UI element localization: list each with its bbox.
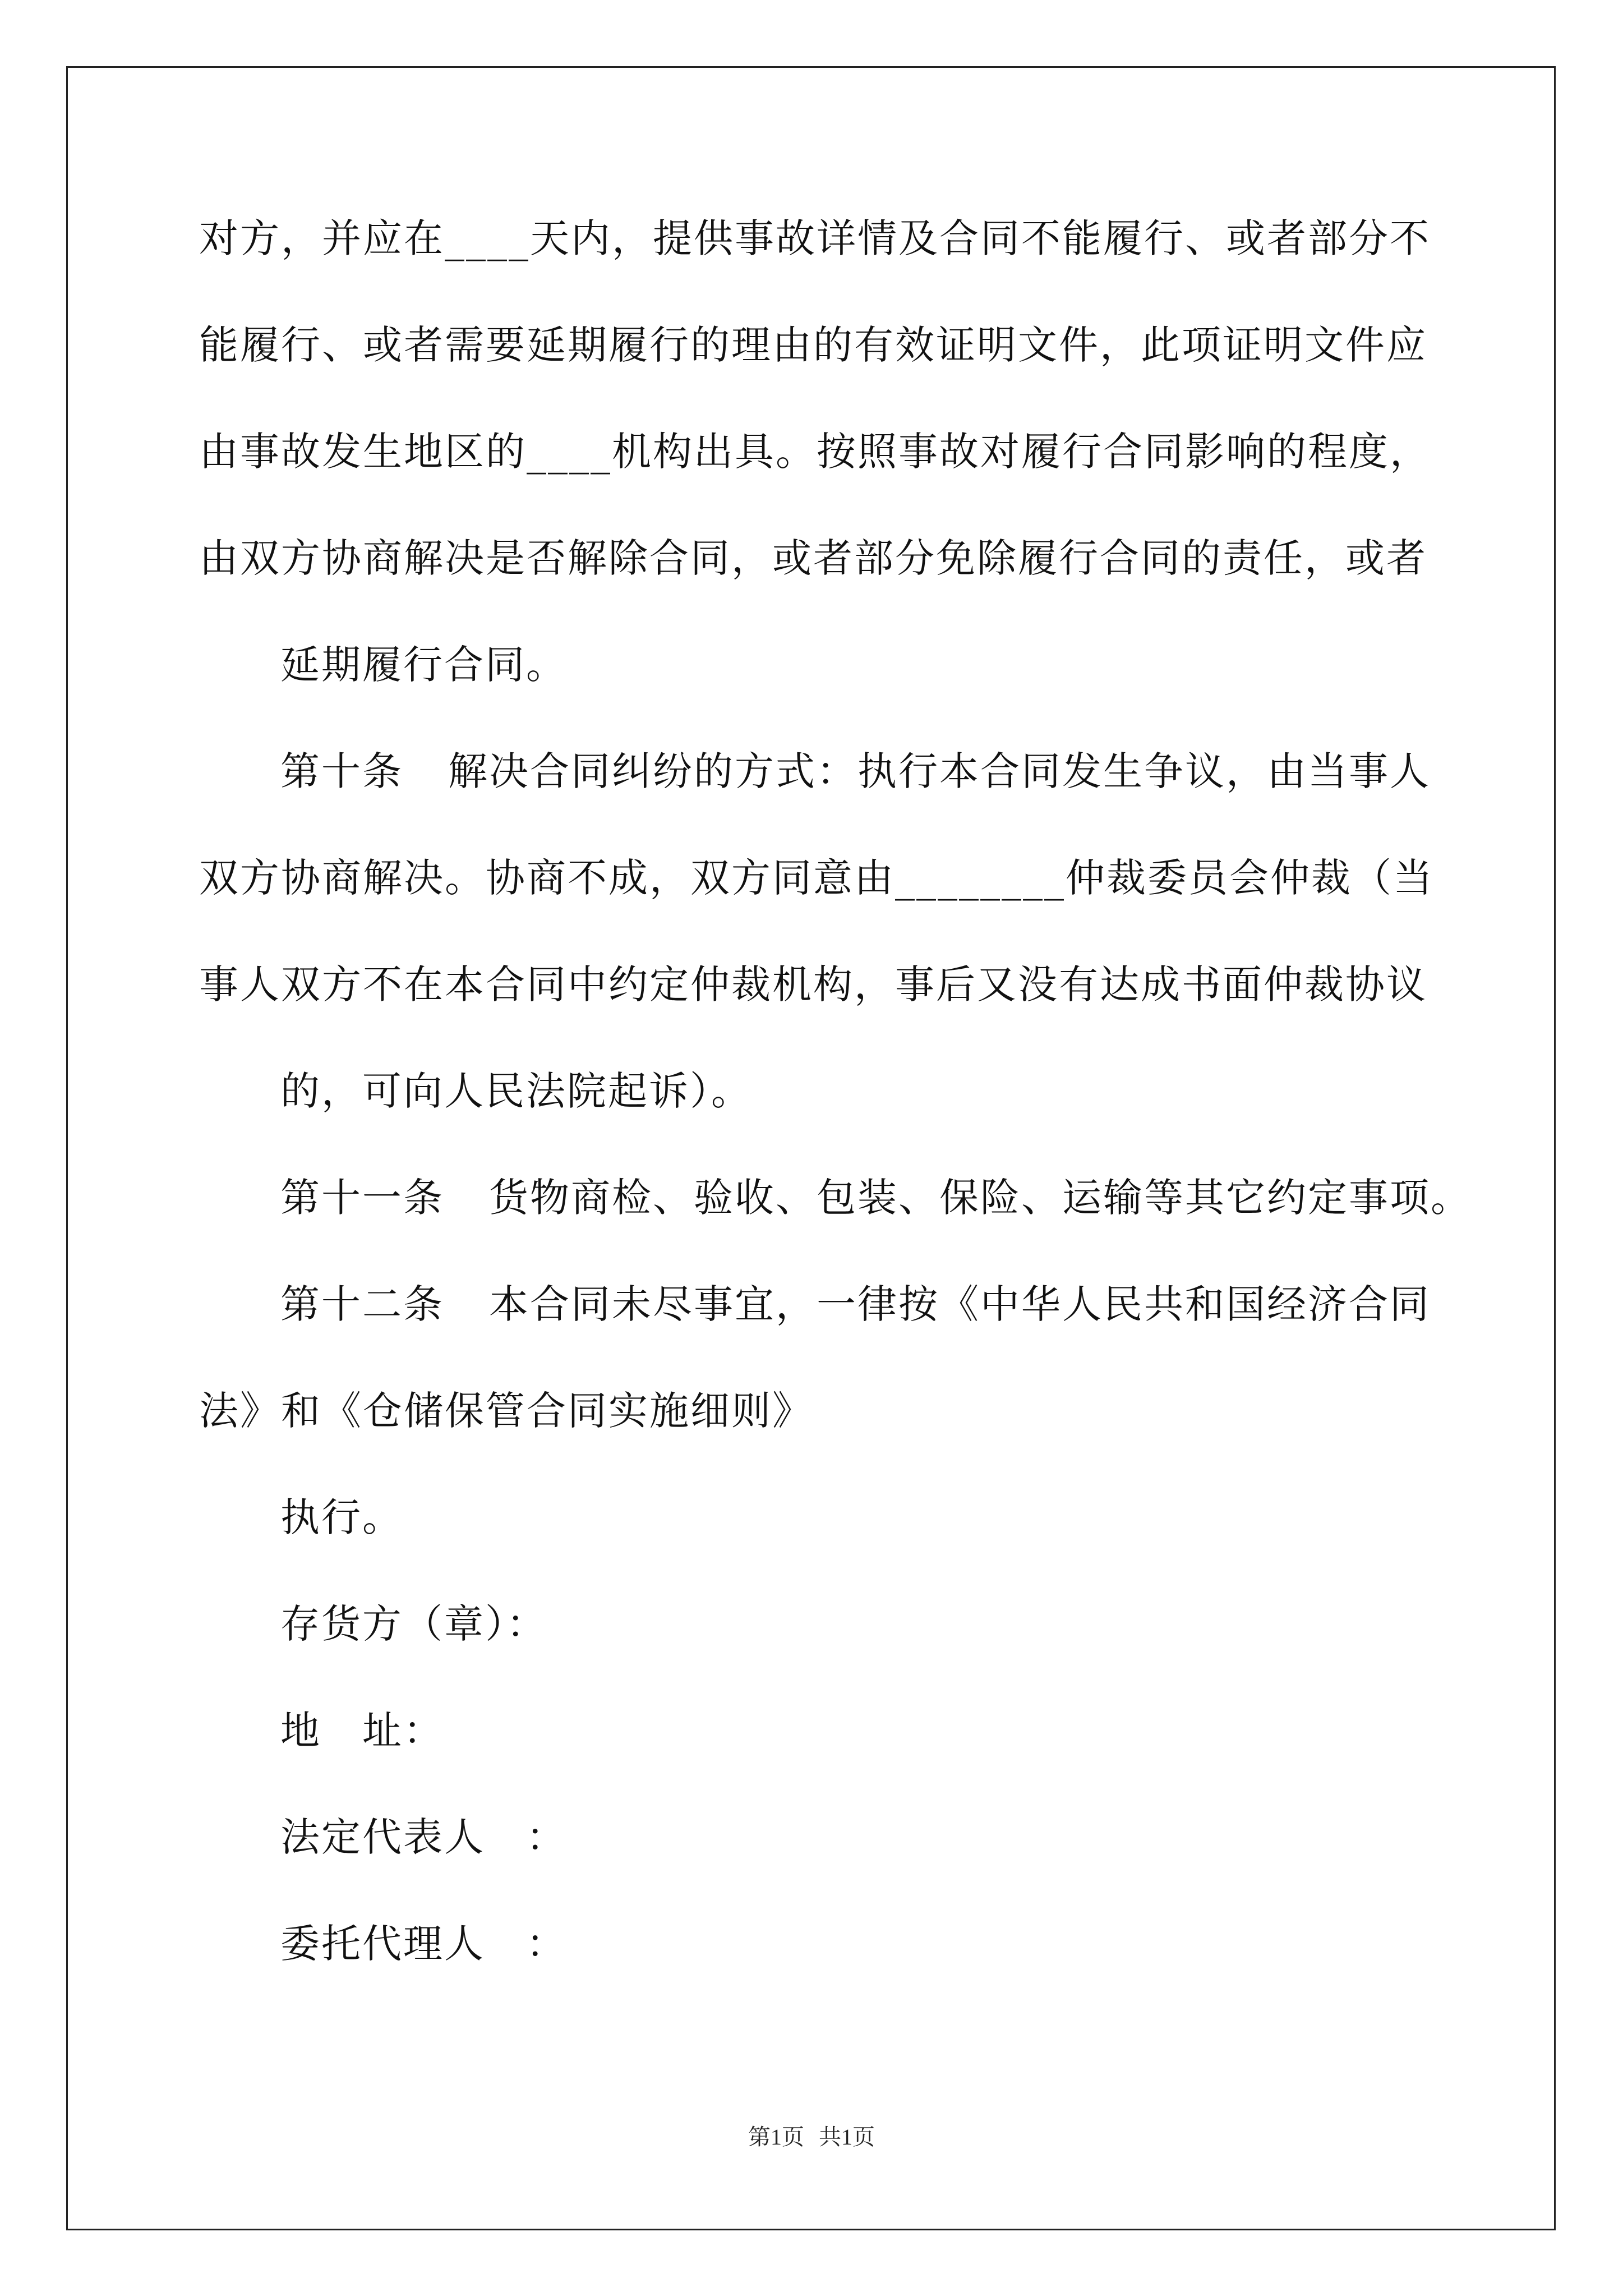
text-line-4: 由双方协商解决是否解除合同，或者部分免除履行合同的责任，或者 — [199, 535, 1427, 581]
article-12-heading: 第十二条 — [280, 1281, 444, 1327]
article-10-heading: 第十条 — [280, 748, 403, 794]
article-12-text: 本合同未尽事宜，一律按《中华人民共和国经济合同 — [489, 1281, 1431, 1327]
text-line-3: 由事故发生地区的____机构出具。按照事故对履行合同影响的程度， — [199, 429, 1431, 475]
text-line-13: 法》和《仓储保管合同实施细则》 — [199, 1388, 813, 1434]
page-number-total: 共1页 — [819, 2124, 875, 2150]
article-10-line — [280, 746, 1431, 797]
text-line-7: 双方协商解决。协商不成，双方同意由________仲裁委员会仲裁（当 — [199, 855, 1434, 901]
page-border — [66, 66, 1556, 2230]
page-footer — [0, 2123, 1623, 2151]
text-line-2: 能履行、或者需要延期履行的理由的有效证明文件，此项证明文件应 — [199, 322, 1427, 368]
page-number-current: 第1页 — [748, 2124, 804, 2150]
article-12-line — [280, 1279, 1431, 1329]
article-11-heading: 第十一条 — [280, 1175, 444, 1221]
authorized-agent-label: 委托代理人 ： — [280, 1921, 567, 1967]
article-11-line — [280, 1172, 1472, 1223]
legal-representative-label: 法定代表人 ： — [280, 1814, 567, 1860]
article-11-text: 货物商检、验收、包装、保险、运输等其它约定事项。 — [489, 1175, 1472, 1221]
text-line-1: 对方，并应在____天内，提供事故详情及合同不能履行、或者部分不 — [199, 215, 1431, 261]
text-line-9: 的，可向人民法院起诉）。 — [280, 1068, 752, 1114]
text-line-5: 延期履行合同。 — [280, 642, 567, 688]
depositor-seal-label: 存货方（章）： — [280, 1601, 547, 1647]
text-line-8: 事人双方不在本合同中约定仲裁机构，事后又没有达成书面仲裁协议 — [199, 961, 1427, 1007]
article-10-text: 解决合同纠纷的方式：执行本合同发生争议，由当事人 — [448, 748, 1431, 794]
address-label: 地 址： — [280, 1708, 444, 1754]
text-line-14: 执行。 — [280, 1494, 403, 1540]
